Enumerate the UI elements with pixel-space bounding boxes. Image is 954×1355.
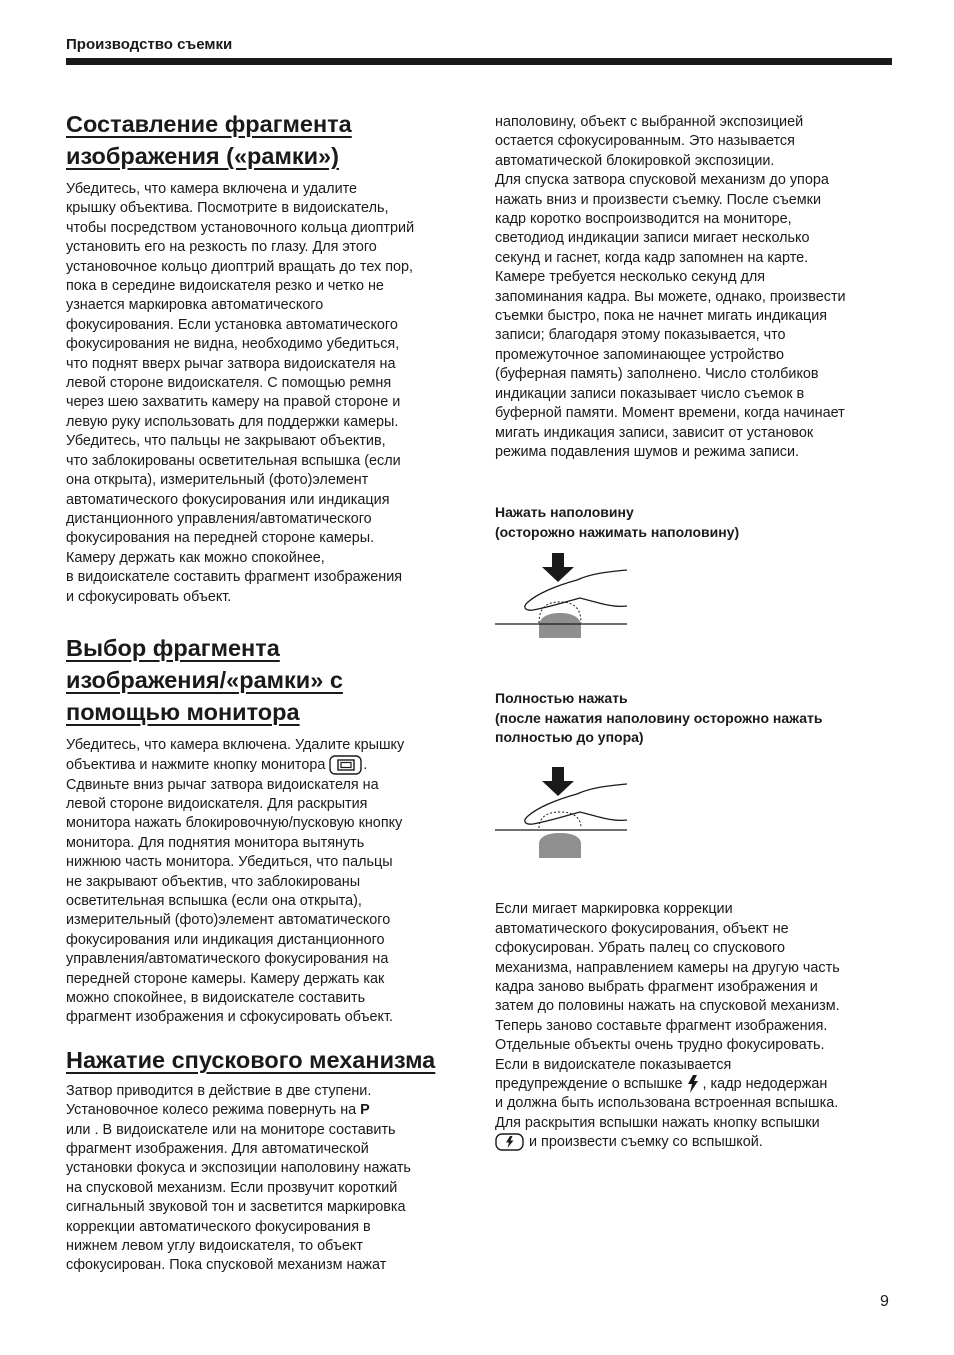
page-number: 9 [880,1293,889,1310]
caption-full-press: Полностью нажать (после нажатия наполовину осторожно нажать полностью до упора) [495,690,823,745]
caption-half-press: Нажать наполовину (осторожно нажимать наполовину) [495,504,740,540]
flash-button-icon [495,1133,525,1151]
section-title-monitor: Выбор фрагмента изображения/«рамки» с помощью монитора [66,634,343,725]
section-body-monitor: Убедитесь, что камера включена. Удалите крышку объектива и нажмите кнопку монитора . Сдвиньте вниз рычаг затвора видоискателя на левой стороне видоискателя. Для раскрытия монитора нажать блокировочную/пусковую кнопку монитора. Для поднятия монитора вытянуть нижнюю часть монитора. Убедиться, что пальцы не закрывают объектив, что заблокированы осветительная вспышка (если она открыта), измерительный (фото)элемент автоматического фокусирования или индикация дистанционного управления/автоматического фокусирования на передней стороне камеры. Камеру держать как можно спокойнее, в видоискателе составить фрагмент изображения и сфокусировать объект. [66,736,405,1026]
running-header: Производство съемки [66,36,233,53]
section-title-shutter: Нажатие спускового механизма [66,1046,436,1073]
header-rule [66,58,892,65]
section-body-shutter: Затвор приводится в действие в две ступени. Установочное колесо режима повернуть на P или . В видоискателе или на мониторе составить фрагмент изображения. Для автоматической установки фокуса и экспозиции наполовину нажать на спусковой механизм. Если прозвучит короткий сигнальный звуковой тон и засветится маркировка коррекции автоматического фокусирования в нижнем левом углу видоискателя, то объект сфокусирован. Пока спусковой механизм нажат [66,1082,411,1274]
section-body-framing: Убедитесь, что камера включена и удалите крышку объектива. Посмотрите в видоискатель, чтобы посредством установочного кольца диоптрий установить его на резкость по глазу. Для этого установочное кольцо диоптрий вращать до тех пор, пока в середине видоискателя резко и четко не узнается маркировка автоматического фокусирования. Если установка автоматического фокусирования не видна, необходимо убедиться, что поднят вверх рычаг затвора видоискателя на левой стороне видоискателя. С помощью ремня через шею захватить камеру на правой стороне и левую руку использовать для поддержки камеры. Убедитесь, что пальцы не закрывают объектив, что заблокированы осветительная вспышка (если она открыта), измерительный (фото)элемент автоматического фокусирования или индикация дистанционного управления/автоматического фокусирования на передней стороне камеры. Камеру держать как можно спокойнее, в видоискателе составить фрагмент изображения и сфокусировать объект. [66,181,415,605]
focus-warning-body: Если мигает маркировка коррекции автоматического фокусирования, объект не сфокусирован. Убрать палец со спускового механизма, направлением камеры на другую часть кадра заново выбрать фрагмент изображения и затем до половины нажать на спусковой механизм. Теперь заново составьте фрагмент изображения. Отдельные объекты очень трудно фокусировать. Если в видоискателе показывается предупреждение о вспышке , кадр недодержан и должна быть использована встроенная вспышка. Для раскрытия вспышки нажать кнопку вспышки и произвести съемку со вспышкой. [495,901,840,1151]
monitor-button-icon [329,755,363,775]
half-press-illustration [495,552,635,652]
full-press-illustration [495,766,635,866]
section-title-framing: Составление фрагмента изображения («рамки») [66,111,352,169]
right-column [495,113,895,1153]
left-column [66,108,466,1276]
shutter-body-continued: наполовину, объект с выбранной экспозицией остается сфокусированным. Это называется автоматической блокировкой экспозиции. Для спуска затвора спусковой механизм до упора нажать вниз и произвести съемку. После съемки кадр коротко воспроизводится на мониторе, светодиод индикации записи мигает несколько секунд и гаснет, когда кадр запомнен на карте. Камере требуется несколько секунд для запоминания кадра. Вы можете, однако, произвести съемки быстро, пока не начнет мигать индикация записи; благодаря этому показывается, что промежуточное запоминающее устройство (буферная память) заполнено. Число столбиков индикации записи показывает число съемок в буферной памяти. Момент времени, когда начинает мигать индикация записи, зависит от установок режима подавления шумов и режима записи. [495,114,846,460]
flash-warning-icon [687,1075,699,1093]
